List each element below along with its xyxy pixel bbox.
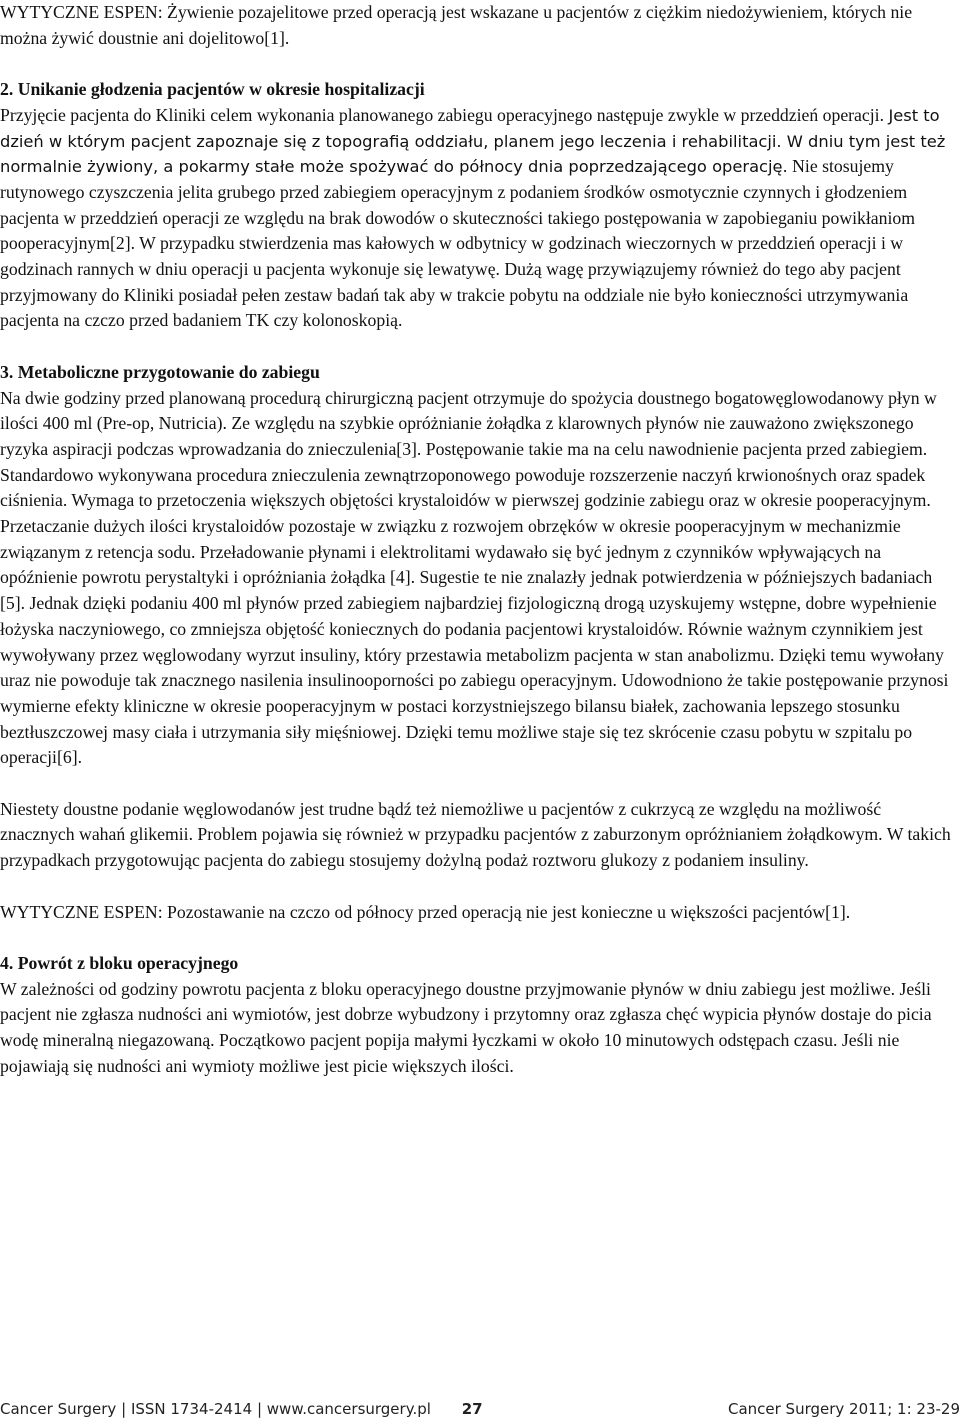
paragraph-section-3-body (0, 360, 958, 771)
paragraph-text: Jest to dzień w którym pacjent zapoznaje się z topografią oddziału, planem jego leczenia i rehabilitacji. W dniu tym jest też normalnie żywiony, a pokarmy stałe może spożywać do północy dnia poprzedzającego operację. (0, 105, 946, 177)
footer-separator: | (256, 1400, 262, 1418)
section-heading: 4. Powrót z bloku operacyjnego (0, 952, 239, 973)
paragraph-text: Na dwie godziny przed planowaną procedurą chirurgiczną pacjent otrzymuje do spożycia doustnego bogatowęglowodanowy płyn w ilości 400 ml (Pre-op, Nutricia). Ze względu na szybkie opróżnianie żołądka z klarownych płynów nie zauważono zwiększonego ryzyka aspiracji podczas wprowadzania do znieczulenia[3]. Postępowanie takie ma na celu nawodnienie pacjenta przed zabiegiem. Standardowo wykonywana procedura znieczulenia zewnątrzoponowego powoduje rozszerzenie naczyń krwionośnych oraz spadek ciśnienia. Wymaga to przetoczenia większych objętości krystaloidów w pierwszej godzinie zabiegu oraz w okresie pooperacyjnym. Przetaczanie dużych ilości krystaloidów pozostaje w związku z rozwojem obrzęków w okresie pooperacyjnym w mechanizmie związanym z retencja sodu. Przeładowanie płynami i elektrolitami wydawało się być jednym z czynników wpływających na opóźnienie powrotu perystaltyki i opróżniania żołądka [4]. Sugestie te nie znalazły jednak potwierdzenia w późniejszych badaniach [5]. Jednak dzięki podaniu 400 ml płynów przed zabiegiem najbardziej fizjologiczną drogą uzyskujemy wstępne, dobre wypełnienie łożyska naczyniowego, co zmniejsza objętość koniecznych do podania pacjentowi krystaloidów. Równie ważnym czynnikiem jest wywoływany przez węglowodany wyrzut insuliny, który przestawia metabolizm pacjenta w stan anabolizmu. Dzięki temu wywołany uraz nie powoduje tak znacznego nasilenia insulinooporności po zabiegu operacyjnym. Udowodniono że takie postępowanie przynosi wymierne efekty kliniczne w okresie pooperacyjnym w postaci korzystniejszego bilansu białek, zachowania lepszego stosunku beztłuszczowej masy ciała i utrzymania siły mięśniowej. Dzięki temu możliwe staje się tez skrócenie czasu pobytu w szpitalu po operacji[6]. (0, 387, 949, 768)
paragraph-text: Nie stosujemy rutynowego czyszczenia jelita grubego przed zabiegiem operacyjnym z podaniem środków osmotycznie czynnych i głodzeniem pacjenta w przeddzień operacji ze względu na brak dowodów o skuteczności takiego postępowania w zapobieganiu powikłaniom pooperacyjnym[2]. W przypadku stwierdzenia mas kałowych w odbytnicy w godzinach wieczornych w przeddzień operacji i w godzinach rannych w dniu operacji u pacjenta wykonuje się lewatywę. Dużą wagę przywiązujemy również do tego aby pacjent przyjmowany do Kliniki posiadał pełen zestaw badań tak aby w trakcie pobytu na oddziale nie było konieczności utrzymywania pacjenta na czczo przed badaniem TK czy kolonoskopią. (0, 156, 916, 331)
page-number: 27 (461, 1400, 483, 1418)
paragraph-diabetes-paragraph (0, 797, 958, 874)
paragraph-text: Przyjęcie pacjenta do Kliniki celem wykonania planowanego zabiegu operacyjnego następuje zwykle w przeddzień operacji. (0, 104, 889, 125)
paragraph-text: Niestety doustne podanie węglowodanów jest trudne bądź też niemożliwe u pacjentów z cukrzycą ze względu na możliwość znacznych wahań glikemii. Problem pojawia się również w przypadku pacjentów z zaburzonym opróżnianiem żołądkowym. W takich przypadkach przygotowując pacjenta do zabiegu stosujemy dożylną podaż roztworu glukozy z podaniem insuliny. (0, 798, 951, 871)
section-heading: 2. Unikanie głodzenia pacjentów w okresie hospitalizacji (0, 79, 425, 100)
section-heading: 3. Metaboliczne przygotowanie do zabiegu (0, 361, 320, 382)
footer-right (728, 1400, 960, 1418)
footer-separator: | (121, 1400, 127, 1418)
page-footer (0, 1398, 960, 1420)
paragraph-text: WYTYCZNE ESPEN: Pozostawanie na czczo od północy przed operacją nie jest konieczne u większości pacjentów[1]. (0, 901, 851, 922)
paragraph-section-4-body (0, 951, 958, 1080)
footer-journal: Cancer Surgery (0, 1400, 117, 1418)
footer-citation: Cancer Surgery 2011; 1: 23-29 (727, 1400, 960, 1418)
paragraph-espen-guideline-parenteral (0, 0, 958, 51)
paragraph-text: WYTYCZNE ESPEN: Żywienie pozajelitowe przed operacją jest wskazane u pacjentów z ciężkim niedożywieniem, których nie można żywić doustnie ani dojelitowo[1]. (0, 2, 913, 48)
paragraph-section-2-body (0, 77, 958, 334)
footer-issn: ISSN 1734-2414 (130, 1400, 253, 1418)
paragraph-espen-guideline-fasting (0, 900, 958, 926)
footer-left (0, 1400, 483, 1418)
footer-website[interactable]: www.cancersurgery.pl (266, 1400, 431, 1418)
paragraph-text: W zależności od godziny powrotu pacjenta z bloku operacyjnego doustne przyjmowanie płynów w dniu zabiegu jest możliwe. Jeśli pacjent nie zgłasza nudności ani wymiotów, jest dobrze wybudzony i przytomny oraz zgłasza chęć wypicia płynów dostaje do picia wodę mineralną niegazowaną. Początkowo pacjent popija małymi łyczkami w około 10 minutowych odstępach czasu. Jeśli nie pojawiają się nudności ani wymioty możliwe jest picie większych ilości. (0, 978, 932, 1076)
